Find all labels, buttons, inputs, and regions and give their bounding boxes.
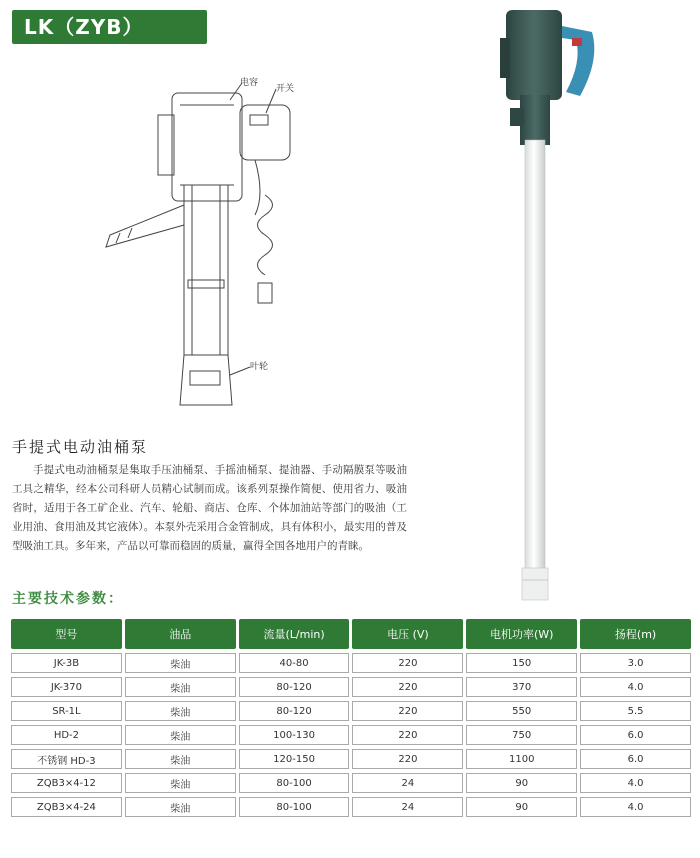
table-header-row <box>11 619 691 649</box>
pump-cutaway-drawing <box>80 75 320 425</box>
table-cell: 220 <box>352 653 463 673</box>
table-cell: 220 <box>352 749 463 769</box>
table-cell: 3.0 <box>580 653 691 673</box>
table-row <box>11 701 691 721</box>
table-cell: 90 <box>466 797 577 817</box>
column-header: 型号 <box>11 619 122 649</box>
table-cell: 90 <box>466 773 577 793</box>
column-header: 电压 (V) <box>352 619 463 649</box>
drum-pump-illustration <box>470 0 630 610</box>
table-cell: 80-100 <box>239 773 350 793</box>
table-cell: 4.0 <box>580 797 691 817</box>
table-row <box>11 725 691 745</box>
table-cell: 80-100 <box>239 797 350 817</box>
table-cell: 24 <box>352 773 463 793</box>
table-cell: 1100 <box>466 749 577 769</box>
table-cell: ZQB3×4-24 <box>11 797 122 817</box>
table-cell: HD-2 <box>11 725 122 745</box>
table-cell: 550 <box>466 701 577 721</box>
column-header: 流量(L/min) <box>239 619 350 649</box>
table-cell: 4.0 <box>580 773 691 793</box>
table-cell: 80-120 <box>239 701 350 721</box>
impeller-label: 叶轮 <box>250 362 269 372</box>
specs-table <box>8 615 694 821</box>
specs-title: 主要技术参数： <box>12 591 124 607</box>
table-row <box>11 773 691 793</box>
switch-label: 开关 <box>276 84 295 94</box>
table-cell: JK-3B <box>11 653 122 673</box>
product-heading: 手提式电动油桶泵 <box>12 438 149 456</box>
table-cell: 5.5 <box>580 701 691 721</box>
table-cell: 柴油 <box>125 677 236 697</box>
table-cell: 6.0 <box>580 749 691 769</box>
table-cell: 柴油 <box>125 725 236 745</box>
table-cell: 24 <box>352 797 463 817</box>
table-cell: SR-1L <box>11 701 122 721</box>
column-header: 扬程(m) <box>580 619 691 649</box>
table-cell: 柴油 <box>125 701 236 721</box>
table-row <box>11 797 691 817</box>
table-cell: 370 <box>466 677 577 697</box>
table-cell: 150 <box>466 653 577 673</box>
table-cell: 100-130 <box>239 725 350 745</box>
product-description: 手提式电动油桶泵是集取手压油桶泵、手摇油桶泵、提油器、手动隔膜泵等吸油工具之精华，经本公司科研人员精心试制而成。该系列泵操作简便、使用省力、吸油省时，适用于各工矿企业、汽车、轮船、商店、仓库、个体加油站等部门的吸油（工业用油、食用油及其它液体）。本泵外壳采用合金管制成，具有体积小，最实用的普及型吸油工具。多年来，产品以可靠而稳固的质量，赢得全国各地用户的青睐。 <box>12 464 407 552</box>
table-cell: 柴油 <box>125 797 236 817</box>
capacitor-label: 电容 <box>240 78 259 88</box>
column-header: 油品 <box>125 619 236 649</box>
table-cell: 4.0 <box>580 677 691 697</box>
table-cell: 750 <box>466 725 577 745</box>
table-cell: 柴油 <box>125 653 236 673</box>
table-row <box>11 749 691 769</box>
table-cell: 6.0 <box>580 725 691 745</box>
table-cell: 柴油 <box>125 773 236 793</box>
table-cell: 40-80 <box>239 653 350 673</box>
page-title: LK（ZYB） <box>12 10 207 44</box>
table-cell: 220 <box>352 677 463 697</box>
table-cell: 220 <box>352 725 463 745</box>
table-cell: 80-120 <box>239 677 350 697</box>
table-cell: 120-150 <box>239 749 350 769</box>
table-row <box>11 677 691 697</box>
table-cell: JK-370 <box>11 677 122 697</box>
column-header: 电机功率(W) <box>466 619 577 649</box>
table-cell: 柴油 <box>125 749 236 769</box>
table-cell: ZQB3×4-12 <box>11 773 122 793</box>
table-cell: 不锈钢 HD-3 <box>11 749 122 769</box>
pump-diagram <box>80 75 320 425</box>
table-cell: 220 <box>352 701 463 721</box>
table-row <box>11 653 691 673</box>
pump-photo <box>470 0 630 610</box>
